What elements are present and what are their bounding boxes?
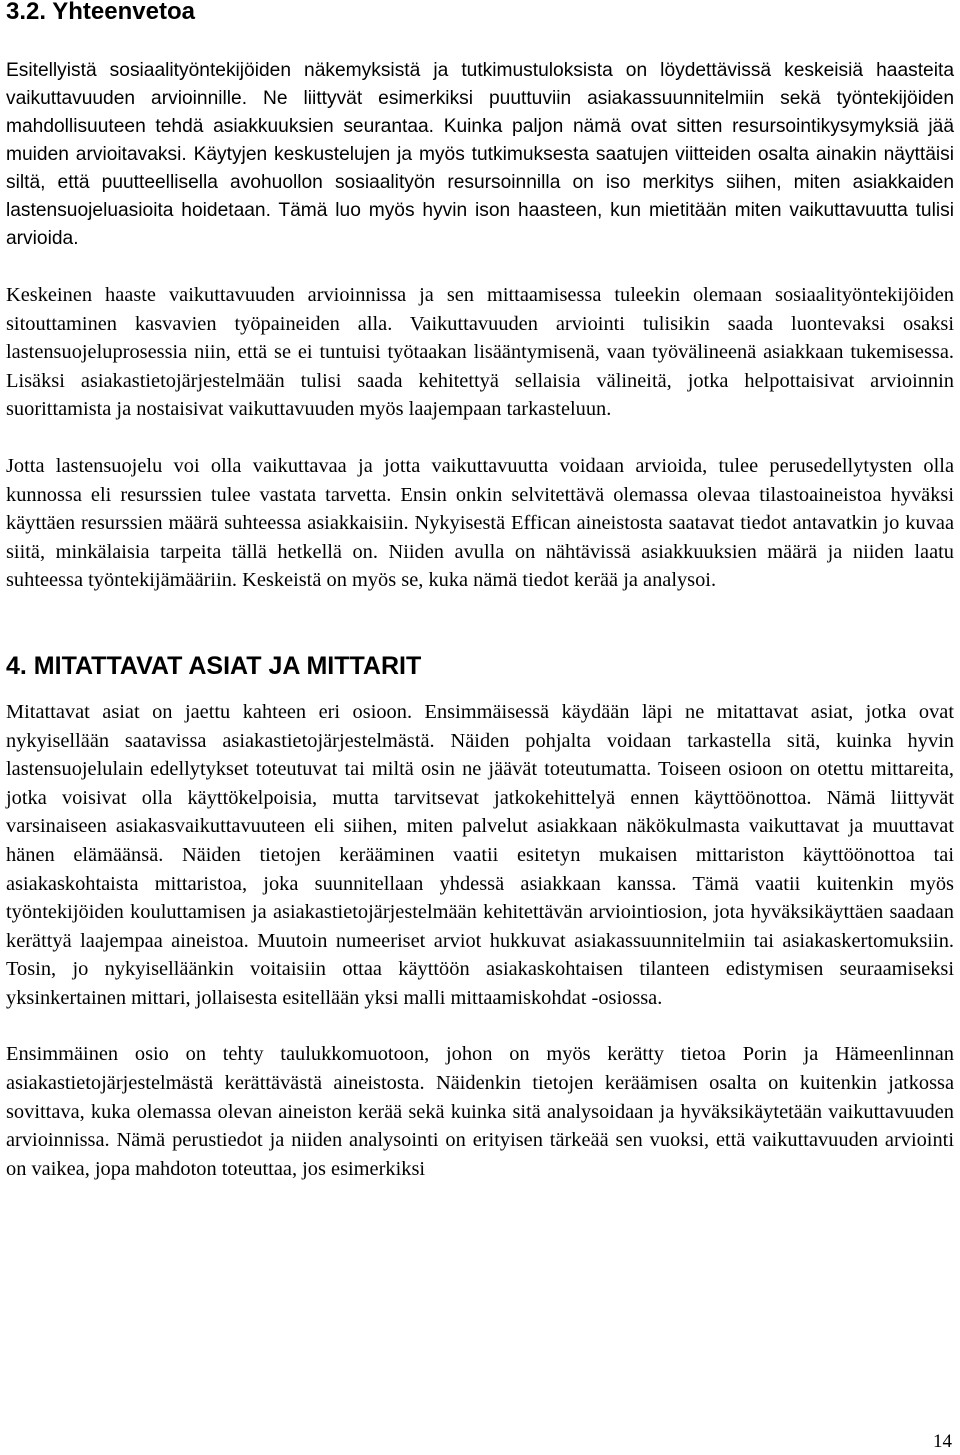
body-paragraph: Ensimmäinen osio on tehty taulukkomuotoon, johon on myös kerätty tietoa Porin ja Hämeenlinnan asiakastietojärjestelmästä kerättävästä aineistosta. Näidenkin tietojen keräämisen osalta on kuitenkin jatkossa sovittava, kuka olemassa olevan aineiston kerää sekä kuinka sitä analysoidaan ja hyväksikäytetään vaikuttavuuden arvioinnissa. Nämä perustiedot ja niiden analysointi on erityisen tärkeää sen vuoksi, että vaikuttavuuden arviointi on vaikea, jopa mahdoton toteuttaa, jos esimerkiksi (6, 1043, 954, 1180)
page-number: 14 (933, 1431, 952, 1452)
body-paragraph: Jotta lastensuojelu voi olla vaikuttavaa ja jotta vaikuttavuutta voidaan arvioida, tulee perusedellytysten olla kunnossa eli resurssien tulee vastata tarvetta. Ensin onkin selvitettävä olemassa olevaa tilastoaineistoa hyväksi käyttäen resurssien määrä suhteessa asiakkaisiin. Nykyisestä Effican aineistosta saatavat tiedot antavatkin jo kuvaa siitä, minkälaisia tarpeita tällä hetkellä on. Niiden avulla on nähtävissä asiakkuuksien määrä ja niiden laatu suhteessa työntekijämääriin. Keskeistä on myös se, kuka nämä tiedot kerää ja analysoi. (6, 454, 954, 592)
chapter-heading: 4. MITATTAVAT ASIAT JA MITTARIT (6, 651, 422, 680)
section-heading: 3.2. Yhteenvetoa (6, 0, 195, 25)
document-page (6, 0, 954, 1183)
body-paragraph: Mitattavat asiat on jaettu kahteen eri osioon. Ensimmäisessä käydään läpi ne mitattavat asiat, jotka ovat nykyisellään saatavissa asiakastietojärjestelmästä. Näiden pohjalta voidaan tarkastella sitä, kuinka hyvin lastensuojelulain edellytykset toteutuvat tai miltä osin ne jäävät toteutumatta. Toiseen osioon on otettu mittareita, jotka voisivat olla käyttökelpoisia, mutta tarvitsevat jatkokehittelyä ennen käyttöönottoa. Nämä liittyvät varsinaiseen asiakasvaikuttavuuteen eli siihen, miten palvelut asiakkaan näkökulmasta vaikuttavat ja muuttavat hänen elämäänsä. Näiden tietojen kerääminen vaatii esitetyn mukaisen mittariston käyttöönottoa tai asiakaskohtaista mittaristoa, joka suunnitellaan yhdessä asiakkaan kanssa. Tämä vaatii kuitenkin myös työntekijöiden kouluttamisen ja asiakastietojärjestelmään kehitettävän arviointiosion, jota hyväksikäyttäen saadaan kerättyä laajempaa aineistoa. Muutoin numeeriset arviot hukkuvat asiakassuunnitelmiin tai asiakaskertomuksiin. Tosin, jo nykyiselläänkin voitaisiin ottaa käyttöön asiakaskohtaisen tilanteen edistymisen seuraamiseksi yksinkertainen mittari, jollaisesta esitellään yksi malli mittaamiskohdat -osiossa. (6, 700, 954, 1009)
body-paragraph: Esitellyistä sosiaalityöntekijöiden näkemyksistä ja tutkimustuloksista on löydettävissä keskeisiä haasteita vaikuttavuuden arvioinnille. Ne liittyvät esimerkiksi puuttuviin asiakassuunnitelmiin sekä työntekijöiden mahdollisuuteen tehdä asiakkuuksien seurantaa. Kuinka paljon nämä ovat sitten resursointikysymyksiä jää muiden arvioitavaksi. Käytyjen keskustelujen ja myös tutkimuksesta saatujen viitteiden osalta ainakin näyttäisi siltä, että puutteellisella avohuollon sosiaalityön resursoinnilla on iso merkitys siihen, miten asiakkaiden lastensuojeluasioita hoidetaan. Tämä luo myös hyvin ison haasteen, kun mietitään miten vaikuttavuutta tulisi arvioida. (6, 60, 954, 249)
body-paragraph: Keskeinen haaste vaikuttavuuden arvioinnissa ja sen mittaamisessa tuleekin olemaan sosiaalityöntekijöiden sitouttaminen kasvavien työpaineiden alla. Vaikuttavuuden arviointi tulisikin saada luontevaksi osaksi lastensuojeluprosessia niin, että se ei tuntuisi työtaakan lisääntymisenä, vaan työvälineenä asiakkaan tukemisessa. Lisäksi asiakastietojärjestelmään tulisi saada kehitettyä sellaisia välineitä, jotka helpottaisivat arvioinnin suorittamista ja nostaisivat vaikuttavuuden myös laajempaan tarkasteluun. (6, 284, 954, 421)
